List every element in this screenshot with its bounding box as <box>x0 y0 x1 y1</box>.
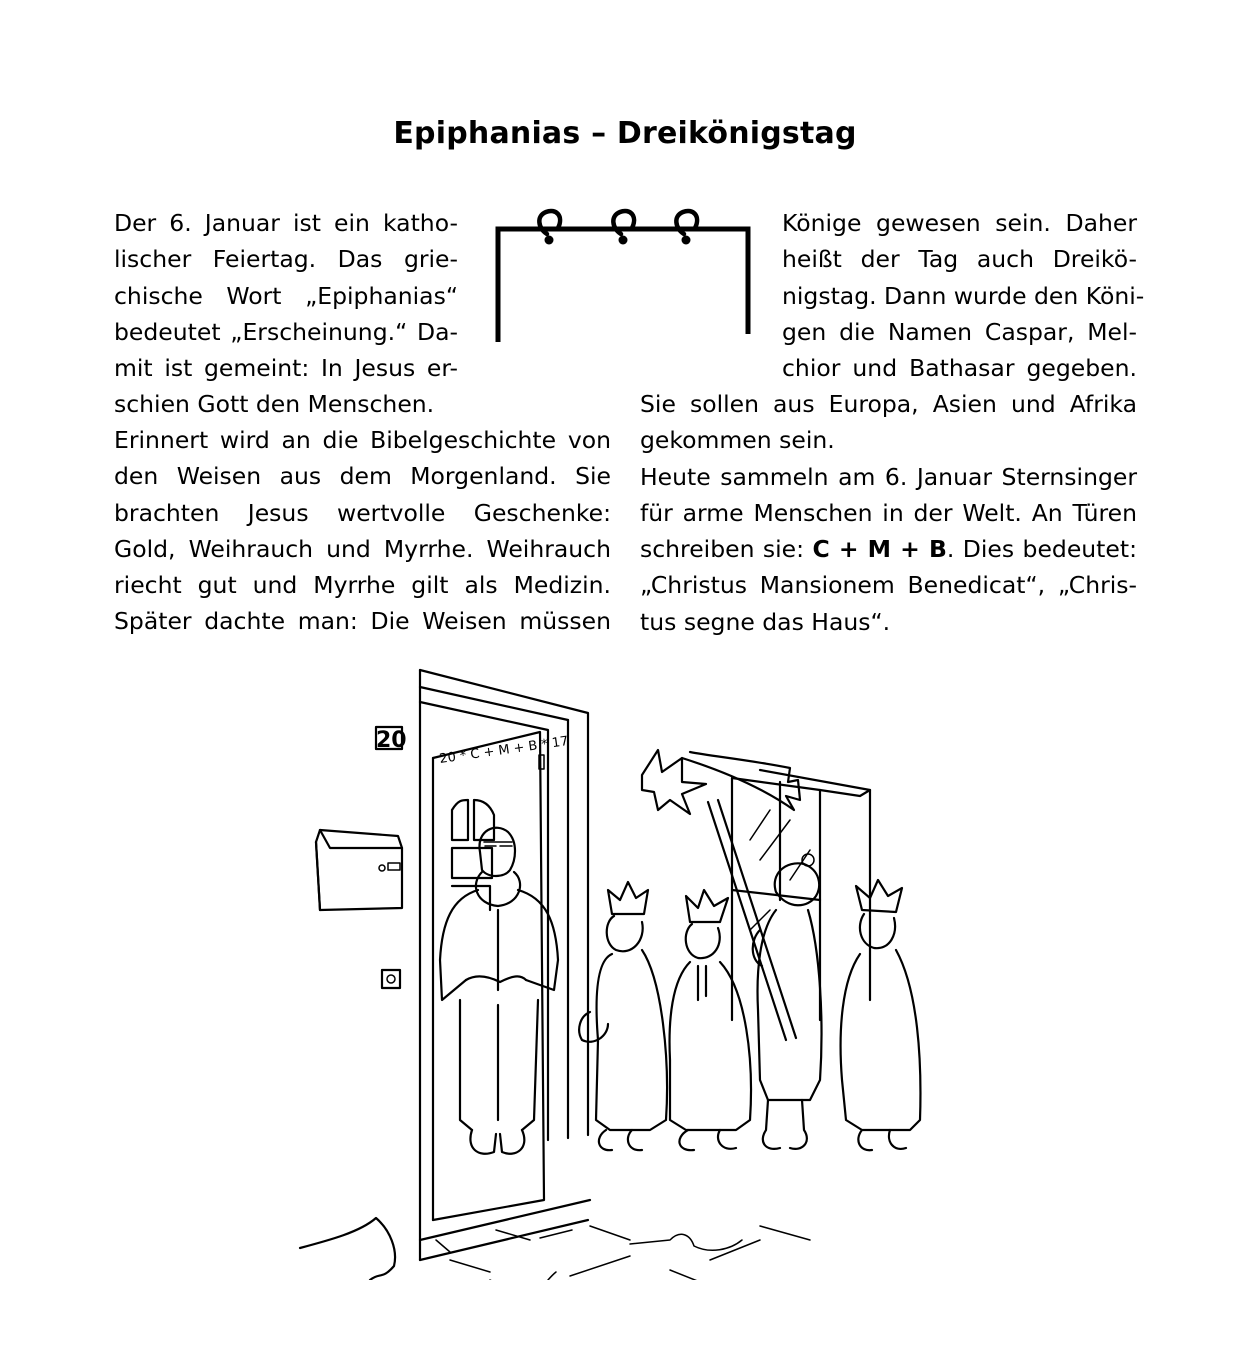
text-right-bottom <box>640 386 1137 640</box>
mailbox-icon <box>316 830 402 910</box>
door-hinge <box>539 755 544 769</box>
text-line: tus segne das Haus“. <box>640 607 891 636</box>
cmb-formula: C + M + B <box>812 535 947 564</box>
text-line: Gold, Weihrauch und Myrrhe. Weihrauch <box>114 534 611 563</box>
text-line: für arme Menschen in der Welt. An Türen <box>640 498 1137 527</box>
text-line: heißt der Tag auch Dreikö- <box>782 245 1137 274</box>
text-left-bottom <box>114 422 611 640</box>
text-line: chische Wort „Epiphanias“ <box>114 281 458 310</box>
text-line: Der 6. Januar ist ein katho- <box>114 209 458 237</box>
text-line: Sie sollen aus Europa, Asien und Afrika <box>640 390 1137 418</box>
star-icon <box>642 750 800 814</box>
text-line: Heute sammeln am 6. Januar Sternsinger <box>640 462 1137 491</box>
text-right-top <box>782 205 1145 386</box>
house-number-plate <box>376 727 407 753</box>
text-line: nigstag. Dann wurde den Köni- <box>782 281 1145 310</box>
frame-with-hooks-icon <box>490 200 760 345</box>
text-line: gekommen sein. <box>640 426 835 455</box>
text-line: riecht gut und Myrrhe gilt als Medizin. <box>114 571 611 600</box>
text-line: mit ist gemeint: In Jesus er- <box>114 354 458 383</box>
text-line: lischer Feiertag. Das grie- <box>114 245 458 274</box>
doorbell-icon <box>382 970 400 988</box>
king-figure <box>579 882 667 1150</box>
text-line: brachten Jesus wertvolle Geschenke: <box>114 498 611 527</box>
text-line: bedeutet „Erscheinung.“ Da- <box>114 317 458 346</box>
king-figure <box>841 880 921 1150</box>
text-line: „Christus Mansionem Benedicat“, „Chris- <box>640 571 1137 600</box>
text-line: schien Gott den Menschen. <box>114 390 435 419</box>
text-line <box>640 531 1137 567</box>
text-left-top <box>114 205 458 423</box>
text-fragment: schreiben sie: <box>640 535 813 564</box>
text-line: Könige gewesen sein. Daher <box>782 209 1137 237</box>
svg-text:20: 20 <box>376 728 407 753</box>
door-inscription: 20 * C + M + B * 17 <box>438 733 570 767</box>
window <box>732 770 870 1020</box>
text-line: gen die Namen Caspar, Mel- <box>782 317 1137 346</box>
king-figure <box>670 890 751 1150</box>
text-line: Erinnert wird an die Bibelgeschichte von <box>114 426 611 454</box>
text-line: Später dachte man: Die Weisen müssen <box>114 607 611 636</box>
sternsinger-illustration <box>290 660 950 1280</box>
text-line: chior und Bathasar gegeben. <box>782 354 1137 383</box>
page-title: Epiphanias – Dreikönigstag <box>393 116 857 151</box>
text-line: den Weisen aus dem Morgenland. Sie <box>114 462 611 491</box>
text-fragment: . Dies bedeutet: <box>946 535 1137 564</box>
